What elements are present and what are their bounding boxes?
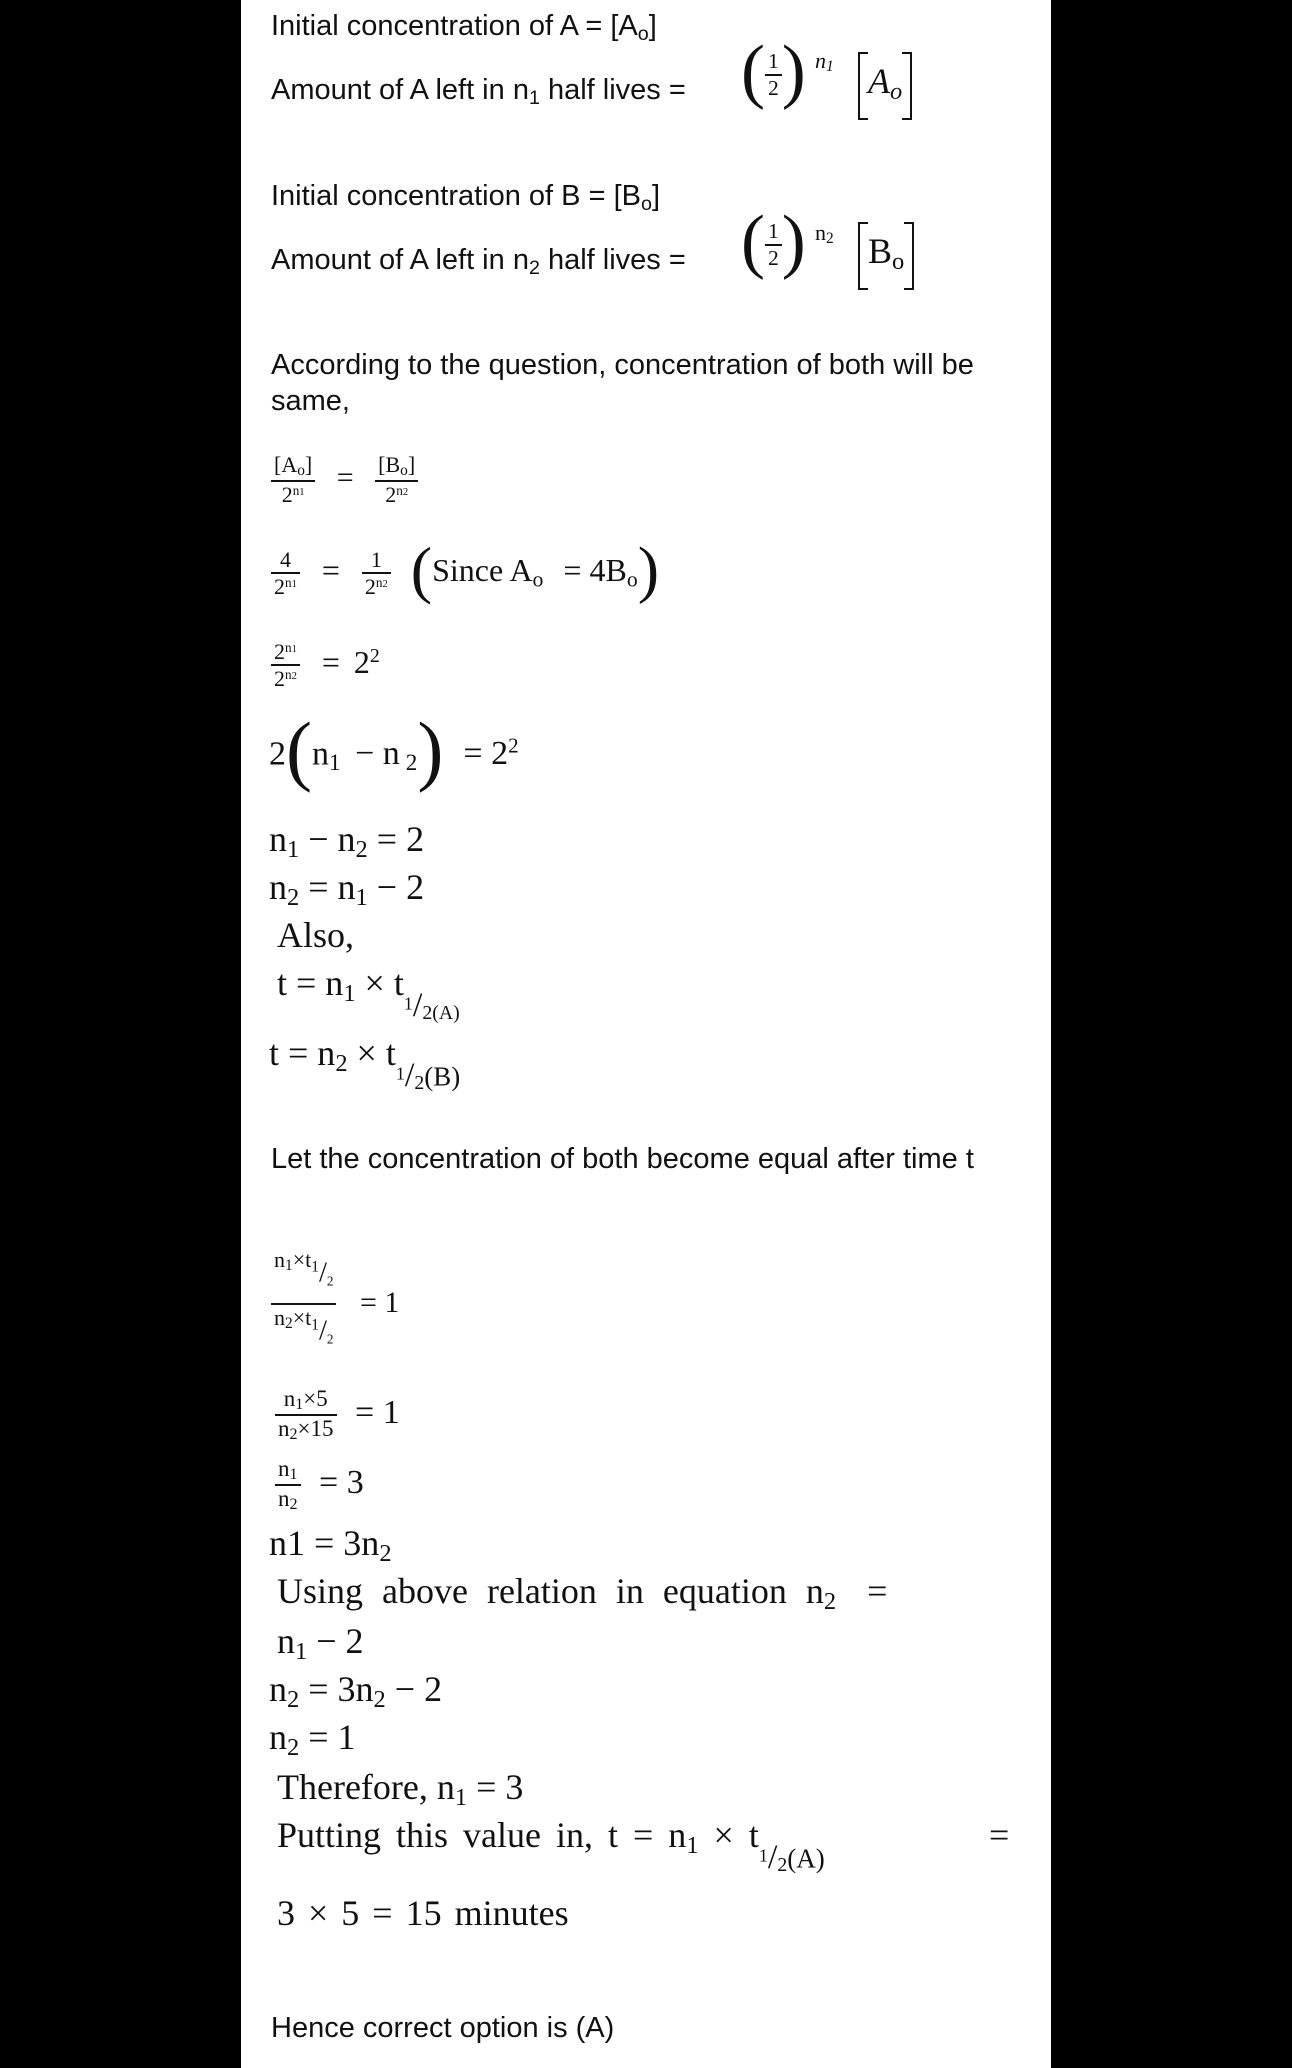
paragraph-equal-after-time: Let the concentration of both become equal after time t bbox=[271, 1143, 974, 1175]
exponent bbox=[293, 483, 305, 498]
text: [B bbox=[378, 452, 401, 477]
numerator bbox=[271, 1248, 336, 1303]
equals-sign: = bbox=[336, 461, 354, 495]
denominator bbox=[271, 1305, 336, 1362]
equation-12 bbox=[269, 1522, 392, 1568]
text: Initial concentration of A = [A bbox=[271, 10, 638, 42]
subscript: o bbox=[890, 78, 903, 106]
text: n bbox=[274, 1247, 285, 1272]
denominator bbox=[275, 1416, 337, 1445]
paragraph-same-concentration: According to the question, concentration of both will be same, bbox=[271, 349, 974, 417]
text: n bbox=[283, 1386, 296, 1411]
text: = 1 bbox=[355, 1394, 400, 1432]
subscript: 1 bbox=[299, 486, 305, 498]
fraction bbox=[271, 640, 300, 691]
initial-concentration-b bbox=[271, 180, 660, 216]
text: = n bbox=[299, 867, 356, 907]
denominator: $2^{n2}$ bbox=[274, 666, 297, 692]
text: − 2 bbox=[385, 1669, 443, 1709]
numerator bbox=[275, 1456, 301, 1484]
text: × t bbox=[347, 1033, 396, 1073]
text: ×5 bbox=[303, 1386, 328, 1411]
denominator bbox=[275, 1486, 301, 1515]
text: ×t bbox=[292, 1304, 312, 1330]
subscript: o bbox=[297, 462, 305, 480]
denominator: 2 bbox=[767, 75, 779, 100]
subscript: 2 bbox=[335, 1050, 348, 1078]
text: 2 bbox=[269, 735, 286, 773]
text: Initial concentration of B = [B bbox=[271, 180, 641, 212]
superscript: 2 bbox=[369, 645, 380, 668]
subscript-index: (A) bbox=[787, 1843, 825, 1874]
bracket-ao bbox=[858, 60, 912, 106]
text: A bbox=[868, 61, 890, 101]
denominator bbox=[279, 482, 308, 507]
text: = 3n bbox=[299, 1669, 374, 1709]
fraction-right bbox=[375, 453, 418, 507]
putting-equals: = bbox=[989, 1815, 1010, 1855]
text: n bbox=[292, 482, 300, 498]
subscript-index: 1 bbox=[395, 1063, 405, 1084]
text: n bbox=[269, 1669, 287, 1709]
text: = 1 bbox=[359, 1285, 400, 1319]
fraction bbox=[275, 1456, 301, 1515]
denominator: 2 bbox=[767, 245, 779, 270]
bracket-bo bbox=[858, 230, 914, 276]
text: = bbox=[848, 1571, 888, 1611]
subscript-index: 1 bbox=[311, 1316, 319, 1334]
text: ×15 bbox=[297, 1415, 334, 1441]
subscript: 1 bbox=[454, 1784, 468, 1812]
superscript: 2 bbox=[508, 733, 519, 758]
subscript-index: 2 bbox=[326, 1273, 334, 1289]
numerator: [Bo] bbox=[378, 452, 416, 480]
text: × t bbox=[355, 963, 404, 1003]
text: 2 bbox=[281, 482, 293, 508]
subscript-index: (B) bbox=[424, 1061, 461, 1092]
text: Using above relation in equation n bbox=[277, 1571, 824, 1611]
text: n bbox=[269, 867, 287, 907]
equals-sign: = bbox=[321, 552, 340, 589]
paren-close: ) bbox=[781, 200, 806, 281]
half-power-expr-a bbox=[741, 30, 806, 111]
subscript: 1 bbox=[285, 1257, 293, 1275]
equation-6 bbox=[269, 866, 424, 912]
text: Amount of A left in n bbox=[271, 244, 529, 276]
text: − n bbox=[346, 735, 400, 773]
text: 2 bbox=[385, 482, 397, 508]
subscript: 2 bbox=[287, 884, 300, 912]
equation-2 bbox=[271, 533, 659, 605]
denominator: $2^{n2}$ bbox=[364, 574, 388, 600]
text: ×t bbox=[292, 1247, 312, 1272]
amount-a-left bbox=[271, 74, 686, 110]
paren-open: ( bbox=[741, 200, 765, 281]
subscript-index: 1 bbox=[758, 1845, 768, 1866]
subscript: 2 bbox=[287, 1734, 300, 1762]
exponent bbox=[396, 483, 408, 498]
text: = 1 bbox=[299, 1717, 356, 1757]
equation-7 bbox=[277, 962, 460, 1025]
subscript: 1 bbox=[295, 1638, 308, 1666]
denominator bbox=[382, 482, 411, 507]
subscript: 2 bbox=[826, 230, 834, 248]
text: Putting this value in, t = n bbox=[277, 1815, 687, 1855]
slash: / bbox=[318, 1257, 327, 1289]
amount-b-left bbox=[271, 244, 686, 280]
text: × t bbox=[698, 1815, 759, 1855]
text: = 3 bbox=[467, 1767, 524, 1807]
denominator: $2^{n1}$ bbox=[274, 574, 297, 600]
text: Since A bbox=[432, 552, 533, 589]
slash: / bbox=[412, 986, 423, 1024]
text: B bbox=[868, 231, 893, 271]
subscript-index: 1 bbox=[311, 1258, 319, 1276]
text: [A bbox=[274, 452, 298, 477]
subscript: 1 bbox=[287, 836, 300, 864]
equation-10 bbox=[275, 1386, 400, 1445]
text: = 4B bbox=[563, 552, 627, 589]
final-answer-line: 3 × 5 = 15 minutes bbox=[277, 1893, 569, 1933]
subscript: 2 bbox=[823, 1588, 837, 1616]
text: Amount of A left in n bbox=[271, 74, 529, 106]
text: = 2 bbox=[463, 735, 509, 773]
slash: / bbox=[767, 1838, 778, 1876]
subscript: 1 bbox=[355, 884, 368, 912]
fraction bbox=[271, 1248, 336, 1362]
text: = 3 bbox=[319, 1464, 364, 1502]
equation-9 bbox=[271, 1248, 399, 1362]
subscript: o bbox=[892, 248, 905, 276]
text: n bbox=[815, 220, 826, 245]
equation-13 bbox=[277, 1620, 364, 1666]
exponent-n1 bbox=[815, 48, 834, 76]
equation-11 bbox=[275, 1456, 364, 1515]
equation-15 bbox=[269, 1716, 356, 1762]
text: n bbox=[278, 1415, 290, 1441]
text: t = n bbox=[269, 1033, 336, 1073]
text: n1 = 3n bbox=[269, 1523, 380, 1563]
text: − 2 bbox=[367, 867, 425, 907]
fraction-right bbox=[362, 548, 391, 599]
subscript: 2 bbox=[379, 1540, 392, 1568]
half-fraction bbox=[765, 220, 782, 271]
equation-1 bbox=[271, 453, 418, 507]
subscript: 1 bbox=[343, 980, 356, 1008]
subscript: 1 bbox=[329, 750, 341, 777]
text: n bbox=[278, 1456, 290, 1481]
subscript: 2 bbox=[285, 1315, 293, 1333]
text: t = n bbox=[277, 963, 344, 1003]
numerator: 1 bbox=[370, 547, 382, 572]
conclusion-text: Hence correct option is (A) bbox=[271, 2012, 615, 2044]
text: n bbox=[269, 1717, 287, 1757]
text: half lives = bbox=[539, 74, 686, 106]
subscript: 1 bbox=[826, 58, 834, 76]
text: half lives = bbox=[539, 244, 686, 276]
subscript: 2 bbox=[289, 1426, 298, 1444]
subscript: 1 bbox=[295, 1396, 304, 1414]
putting-value-line bbox=[277, 1814, 825, 1877]
subscript: o bbox=[532, 567, 544, 592]
initial-concentration-a bbox=[271, 10, 657, 46]
paren-close: ) bbox=[637, 533, 659, 605]
text: − 2 bbox=[307, 1621, 364, 1661]
subscript: o bbox=[637, 22, 649, 45]
numerator: 1 bbox=[767, 219, 779, 243]
fraction-left bbox=[271, 453, 315, 507]
numerator: $2^{n1}$ bbox=[274, 639, 297, 664]
subscript: 2 bbox=[373, 1686, 386, 1714]
subscript: o bbox=[626, 567, 638, 592]
paren-open: ( bbox=[286, 706, 313, 793]
numerator bbox=[281, 1386, 331, 1414]
subscript: 2 bbox=[405, 750, 418, 777]
therefore-line bbox=[277, 1766, 523, 1812]
subscript: 2 bbox=[287, 1686, 300, 1714]
subscript-index: 2(A) bbox=[422, 1001, 460, 1024]
paren-open: ( bbox=[741, 30, 765, 111]
text: 2 bbox=[353, 644, 370, 681]
text: ] bbox=[651, 180, 660, 212]
also-label: Also, bbox=[277, 915, 355, 955]
numerator: 1 bbox=[767, 49, 779, 73]
subscript-index: 2 bbox=[414, 1071, 425, 1094]
text: n bbox=[277, 1621, 295, 1661]
text: n bbox=[815, 48, 826, 73]
text: n bbox=[396, 482, 403, 498]
subscript: o bbox=[640, 192, 652, 215]
subscript-index: 1 bbox=[403, 993, 413, 1014]
half-power-expr-b bbox=[741, 200, 806, 281]
subscript: 1 bbox=[686, 1832, 699, 1860]
text: − n bbox=[299, 819, 356, 859]
exponent-n2 bbox=[815, 220, 834, 248]
numerator: 4 bbox=[279, 547, 291, 572]
fraction bbox=[275, 1386, 337, 1445]
text: Therefore, n bbox=[277, 1767, 455, 1807]
text: n bbox=[274, 1304, 285, 1330]
subscript: o bbox=[400, 462, 408, 480]
slash: / bbox=[318, 1315, 327, 1347]
subscript-index: 2 bbox=[777, 1853, 788, 1876]
equation-5 bbox=[269, 818, 424, 864]
equation-3 bbox=[271, 640, 380, 691]
text: ] bbox=[648, 10, 657, 42]
text: = 2 bbox=[367, 819, 425, 859]
paren-close: ) bbox=[781, 30, 806, 111]
slash: / bbox=[404, 1056, 415, 1094]
subscript: 2 bbox=[355, 836, 368, 864]
subscript: 2 bbox=[402, 486, 409, 498]
solution-page bbox=[241, 0, 1051, 2068]
text: n bbox=[278, 1485, 290, 1511]
subscript: 2 bbox=[528, 256, 540, 279]
paren-close: ) bbox=[417, 706, 444, 793]
text: n bbox=[312, 735, 330, 773]
equation-14 bbox=[269, 1668, 442, 1714]
numerator: [Ao] bbox=[274, 452, 313, 480]
equation-8 bbox=[269, 1032, 460, 1095]
fraction-left bbox=[271, 548, 300, 599]
subscript: 1 bbox=[289, 1466, 298, 1484]
text: n bbox=[269, 819, 287, 859]
subscript: 1 bbox=[528, 86, 540, 109]
equals-sign: = bbox=[321, 644, 340, 681]
subscript-index: 2 bbox=[326, 1331, 334, 1347]
subscript: 2 bbox=[289, 1496, 298, 1514]
paren-open: ( bbox=[410, 533, 433, 605]
equation-4 bbox=[269, 706, 519, 793]
using-relation-line bbox=[277, 1570, 887, 1616]
half-fraction bbox=[765, 50, 782, 101]
